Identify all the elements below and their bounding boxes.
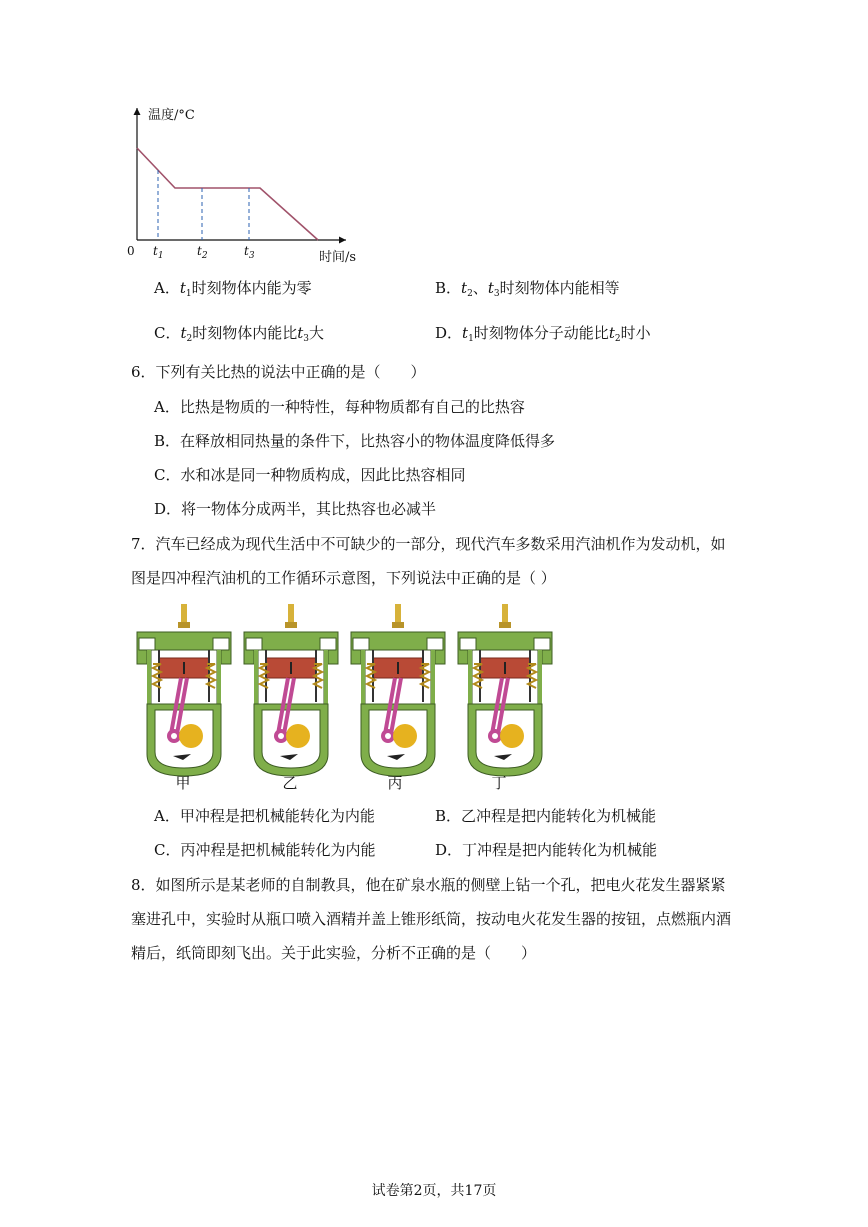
q8-stem-line1: 8．如图所示是某老师的自制教具，他在矿泉水瓶的侧壁上钻一个孔，把电火花发生器紧紧	[131, 876, 726, 894]
tick-t1: $t_1$	[153, 244, 164, 261]
tick-t3: $t_3$	[244, 244, 255, 261]
graph-origin-label: 0	[127, 244, 135, 258]
q7-option-b[interactable]: B．乙冲程是把内能转化为机械能	[435, 807, 657, 825]
q8-stem-line3: 精后，纸筒即刻飞出。关于此实验，分析不正确的是（ ）	[131, 944, 537, 962]
page-footer: 试卷第2页，共17页	[371, 1183, 497, 1199]
q5-option-b[interactable]: B．$t_2$、$t_3$时刻物体内能相等	[435, 279, 620, 299]
graph-y-label: 温度/°C	[148, 108, 195, 123]
q7-stem-line2: 图是四冲程汽油机的工作循环示意图，下列说法中正确的是（ ）	[131, 569, 556, 587]
q7-stem-line1: 7．汽车已经成为现代生活中不可缺少的一部分，现代汽车多数采用汽油机作为发动机，如	[131, 535, 726, 553]
graph-x-label: 时间/s	[319, 250, 357, 265]
q6-option-c[interactable]: C．水和冰是同一种物质构成，因此比热容相同	[154, 466, 466, 484]
q8-stem-line2: 塞进孔中，实验时从瓶口喷入酒精并盖上锥形纸筒，按动电火花发生器的按钮，点燃瓶内酒	[131, 910, 732, 928]
temperature-graph	[120, 98, 370, 268]
q7-option-d[interactable]: D．丁冲程是把内能转化为机械能	[435, 841, 658, 859]
q7-option-c[interactable]: C．丙冲程是把机械能转化为内能	[154, 841, 376, 859]
engine-label-ding: 丁	[491, 774, 507, 792]
engine-label-bing: 丙	[387, 774, 403, 792]
q6-stem: 6．下列有关比热的说法中正确的是（ ）	[131, 363, 426, 381]
q5-option-d[interactable]: D．$t_1$时刻物体分子动能比$t_2$时小	[435, 324, 651, 344]
temperature-curve	[137, 148, 318, 240]
engine-label-jia: 甲	[175, 774, 191, 792]
q5-option-a[interactable]: A．$t_1$时刻物体内能为零	[154, 279, 312, 299]
q6-option-b[interactable]: B．在释放相同热量的条件下，比热容小的物体温度降低得多	[154, 432, 556, 450]
tick-t2: $t_2$	[197, 244, 208, 261]
engine-diagram-yi	[236, 604, 346, 779]
engine-diagram-bing	[343, 604, 453, 779]
q7-option-a[interactable]: A．甲冲程是把机械能转化为内能	[154, 807, 375, 825]
q5-option-c[interactable]: C．$t_2$时刻物体内能比$t_3$大	[154, 324, 325, 344]
engine-diagram-ding	[450, 604, 560, 779]
engine-label-yi: 乙	[282, 774, 298, 792]
engine-diagram-jia	[129, 604, 239, 779]
q6-option-a[interactable]: A．比热是物质的一种特性，每种物质都有自己的比热容	[154, 398, 525, 416]
q6-option-d[interactable]: D．将一物体分成两半，其比热容也必减半	[154, 500, 437, 518]
